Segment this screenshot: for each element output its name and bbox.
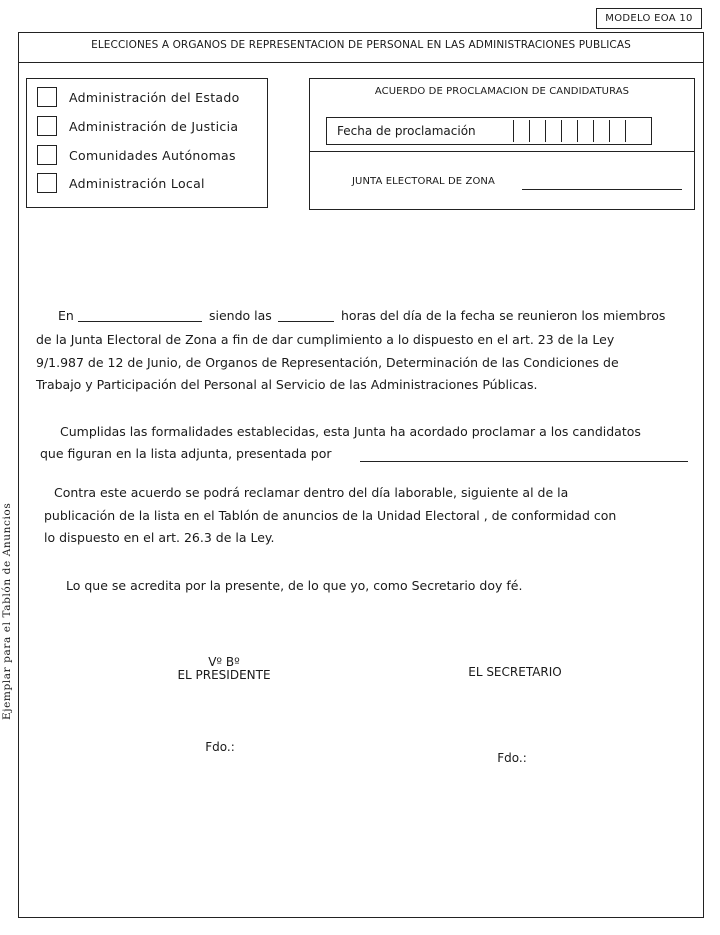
paragraph-3-line-2: publicación de la lista en el Tablón de anuncios de la Unidad Electoral , de conformidad con — [44, 508, 617, 523]
agreement-divider — [310, 151, 694, 152]
option-administracion-justicia[interactable] — [37, 115, 238, 137]
side-caption: Ejemplar para el Tablón de Anuncios — [1, 502, 13, 720]
checkbox[interactable] — [37, 87, 57, 107]
president-signature-field[interactable]: Fdo.: — [205, 740, 235, 754]
date-digit-divider — [545, 120, 546, 142]
option-label: Administración Local — [69, 175, 205, 191]
hour-blank[interactable] — [278, 321, 334, 322]
checkbox[interactable] — [37, 145, 57, 165]
date-digit-divider — [561, 120, 562, 142]
proclamation-date-field[interactable] — [326, 117, 652, 145]
paragraph-2-line-1: Cumplidas las formalidades establecidas, esta Junta ha acordado proclamar a los candidatos — [60, 424, 641, 439]
secretary-label: EL SECRETARIO — [468, 665, 562, 679]
checkbox[interactable] — [37, 173, 57, 193]
paragraph-2-line-2: que figuran en la lista adjunta, presentada por — [40, 446, 332, 461]
date-digit-divider — [529, 120, 530, 142]
paragraph-3-line-3: lo dispuesto en el art. 26.3 de la Ley. — [44, 530, 275, 545]
text-horas: horas del día de la fecha se reunieron los miembros — [341, 308, 666, 323]
text-en: En — [58, 308, 74, 323]
administration-box — [26, 78, 268, 208]
date-digit-divider — [577, 120, 578, 142]
proclamation-date-label: Fecha de proclamación — [337, 124, 476, 138]
president-label: EL PRESIDENTE — [177, 668, 271, 682]
agreement-title: ACUERDO DE PROCLAMACION DE CANDIDATURAS — [374, 86, 630, 97]
option-label: Comunidades Autónomas — [69, 147, 236, 163]
paragraph-1-line-4: Trabajo y Participación del Personal al Servicio de las Administraciones Públicas. — [36, 377, 538, 392]
text-siendo: siendo las — [209, 308, 272, 323]
junta-label: JUNTA ELECTORAL DE ZONA — [352, 176, 495, 187]
header-divider — [18, 62, 704, 63]
junta-input-line[interactable] — [522, 189, 682, 190]
place-blank[interactable] — [78, 321, 202, 322]
option-label: Administración de Justicia — [69, 118, 239, 134]
agreement-box — [309, 78, 695, 210]
presented-by-blank[interactable] — [360, 461, 688, 462]
paragraph-3-line-1: Contra este acuerdo se podrá reclamar dentro del día laborable, siguiente al de la — [54, 485, 569, 500]
option-administracion-local[interactable] — [37, 172, 205, 194]
paragraph-1-line-2: de la Junta Electoral de Zona a fin de dar cumplimiento a lo dispuesto en el art. 23 de la Ley — [36, 332, 615, 347]
paragraph-1-line-3: 9/1.987 de 12 de Junio, de Organos de Representación, Determinación de las Condiciones de — [36, 355, 619, 370]
date-digit-divider — [593, 120, 594, 142]
secretary-signature-field[interactable]: Fdo.: — [497, 751, 527, 765]
option-label: Administración del Estado — [69, 89, 240, 105]
form-title: ELECCIONES A ORGANOS DE REPRESENTACION DE PERSONAL EN LAS ADMINISTRACIONES PUBLICAS — [91, 39, 631, 51]
paragraph-4: Lo que se acredita por la presente, de lo que yo, como Secretario doy fé. — [66, 578, 523, 593]
option-administracion-estado[interactable] — [37, 86, 240, 108]
date-digit-divider — [513, 120, 514, 142]
date-digit-divider — [609, 120, 610, 142]
vobo-label: Vº Bº — [208, 655, 240, 669]
date-digit-divider — [625, 120, 626, 142]
model-code-badge: MODELO EOA 10 — [596, 8, 702, 29]
option-comunidades-autonomas[interactable] — [37, 144, 236, 166]
checkbox[interactable] — [37, 116, 57, 136]
